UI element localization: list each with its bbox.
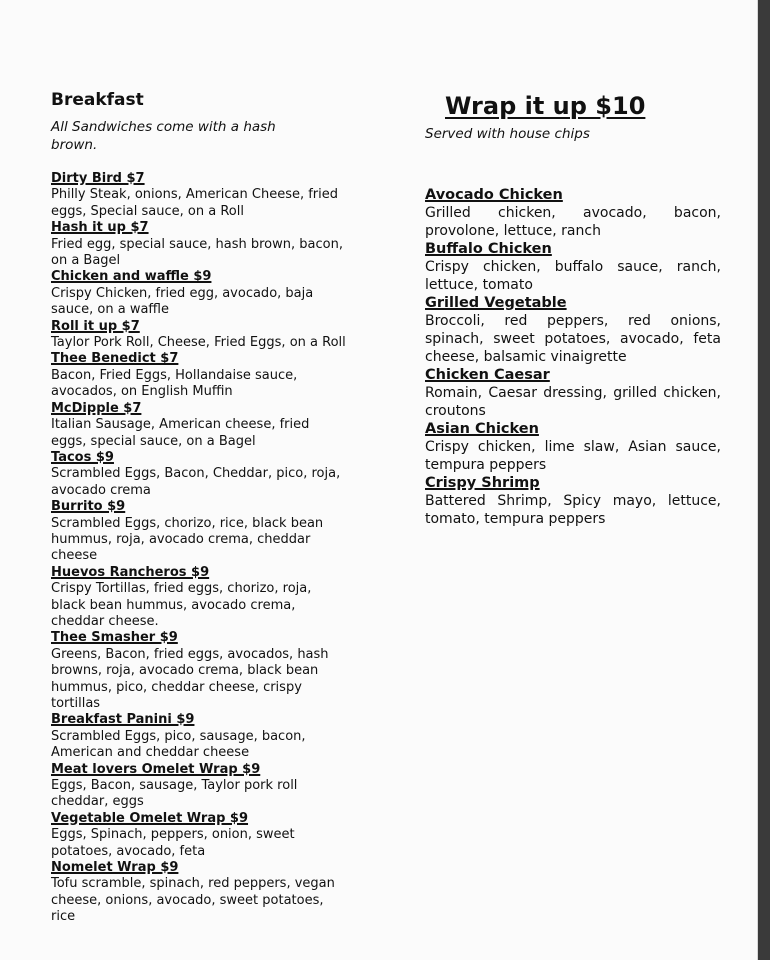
menu-item bbox=[51, 220, 346, 269]
item-name: Breakfast Panini $9 bbox=[51, 712, 195, 728]
wraps-section bbox=[425, 92, 721, 528]
menu-item bbox=[51, 269, 346, 318]
menu-item bbox=[51, 319, 346, 352]
item-name: McDipple $7 bbox=[51, 400, 142, 416]
item-name: Burrito $9 bbox=[51, 499, 126, 515]
item-desc: Italian Sausage, American cheese, fried eggs, special sauce, on a Bagel bbox=[51, 417, 310, 449]
item-name: Asian Chicken bbox=[425, 421, 539, 437]
menu-item bbox=[425, 474, 721, 528]
menu-item bbox=[425, 294, 721, 366]
item-name: Nomelet Wrap $9 bbox=[51, 860, 179, 876]
item-desc: Bacon, Fried Eggs, Hollandaise sauce, avocados, on English Muffin bbox=[51, 367, 298, 400]
item-name: Vegetable Omelet Wrap $9 bbox=[51, 810, 249, 826]
item-desc: Philly Steak, onions, American Cheese, fried eggs, Special sauce, on a Roll bbox=[51, 187, 339, 219]
menu-item bbox=[51, 860, 346, 926]
item-desc: Battered Shrimp, Spicy mayo, lettuce, tomato, tempura peppers bbox=[425, 493, 721, 527]
item-desc: Scrambled Eggs, Bacon, Cheddar, pico, roja, avocado crema bbox=[51, 466, 341, 498]
wraps-items bbox=[425, 186, 721, 528]
item-desc: Tofu scramble, spinach, red peppers, vegan cheese, onions, avocado, sweet potatoes, rice bbox=[51, 876, 335, 925]
menu-item bbox=[51, 811, 346, 860]
item-desc: Crispy Tortillas, fried eggs, chorizo, roja, black bean hummus, avocado crema, cheddar cheese. bbox=[51, 581, 312, 629]
item-name: Dirty Bird $7 bbox=[51, 171, 145, 186]
item-desc: Crispy Chicken, fried egg, avocado, baja sauce, on a waffle bbox=[51, 285, 314, 318]
item-desc: Romain, Caesar dressing, grilled chicken, croutons bbox=[425, 385, 721, 419]
item-name: Buffalo Chicken bbox=[425, 241, 552, 257]
item-name: Tacos $9 bbox=[51, 449, 114, 465]
item-desc: Crispy chicken, buffalo sauce, ranch, lettuce, tomato bbox=[425, 259, 721, 293]
menu-item bbox=[51, 762, 346, 811]
item-name: Huevos Rancheros $9 bbox=[51, 564, 210, 580]
item-name: Crispy Shrimp bbox=[425, 475, 540, 491]
item-desc: Eggs, Bacon, sausage, Taylor pork roll cheddar, eggs bbox=[51, 778, 298, 810]
breakfast-subtitle: All Sandwiches come with a hash brown. bbox=[51, 119, 276, 153]
item-desc: Grilled chicken, avocado, bacon, provolone, lettuce, ranch bbox=[425, 205, 721, 239]
breakfast-section bbox=[51, 90, 346, 926]
menu-item bbox=[51, 401, 346, 450]
breakfast-title: Breakfast bbox=[51, 90, 144, 110]
item-desc: Greens, Bacon, fried eggs, avocados, hash browns, roja, avocado crema, black bean hummus, pico, cheddar cheese, crispy tortillas bbox=[51, 646, 329, 711]
item-name: Grilled Vegetable bbox=[425, 295, 567, 311]
item-name: Roll it up $7 bbox=[51, 318, 140, 334]
menu-item bbox=[51, 450, 346, 499]
item-desc: Broccoli, red peppers, red onions, spinach, sweet potatoes, avocado, feta cheese, balsamic vinaigrette bbox=[425, 313, 721, 365]
item-desc: Eggs, Spinach, peppers, onion, sweet potatoes, avocado, feta bbox=[51, 827, 295, 859]
menu-item bbox=[425, 420, 721, 474]
menu-item bbox=[425, 366, 721, 420]
item-desc: Crispy chicken, lime slaw, Asian sauce, tempura peppers bbox=[425, 439, 721, 473]
item-desc: Taylor Pork Roll, Cheese, Fried Eggs, on a Roll bbox=[51, 335, 346, 351]
menu-item bbox=[425, 186, 721, 240]
menu-item bbox=[51, 171, 346, 220]
menu-item bbox=[51, 712, 346, 761]
menu-item bbox=[51, 630, 346, 712]
breakfast-items bbox=[51, 171, 346, 926]
item-name: Avocado Chicken bbox=[425, 187, 563, 203]
item-name: Hash it up $7 bbox=[51, 220, 149, 236]
wraps-subtitle: Served with house chips bbox=[425, 126, 590, 142]
item-name: Thee Benedict $7 bbox=[51, 351, 179, 367]
item-name: Chicken Caesar bbox=[425, 367, 550, 383]
item-name: Thee Smasher $9 bbox=[51, 630, 178, 646]
item-desc: Scrambled Eggs, chorizo, rice, black bean hummus, roja, avocado crema, cheddar cheese bbox=[51, 515, 324, 564]
menu-item bbox=[51, 499, 346, 565]
item-name: Meat lovers Omelet Wrap $9 bbox=[51, 761, 261, 777]
menu-item bbox=[425, 240, 721, 294]
item-desc: Fried egg, special sauce, hash brown, bacon, on a Bagel bbox=[51, 236, 343, 269]
item-desc: Scrambled Eggs, pico, sausage, bacon, American and cheddar cheese bbox=[51, 728, 306, 761]
menu-item bbox=[51, 565, 346, 631]
menu-item bbox=[51, 351, 346, 400]
wraps-title: Wrap it up $10 bbox=[445, 92, 646, 120]
item-name: Chicken and waffle $9 bbox=[51, 269, 212, 285]
